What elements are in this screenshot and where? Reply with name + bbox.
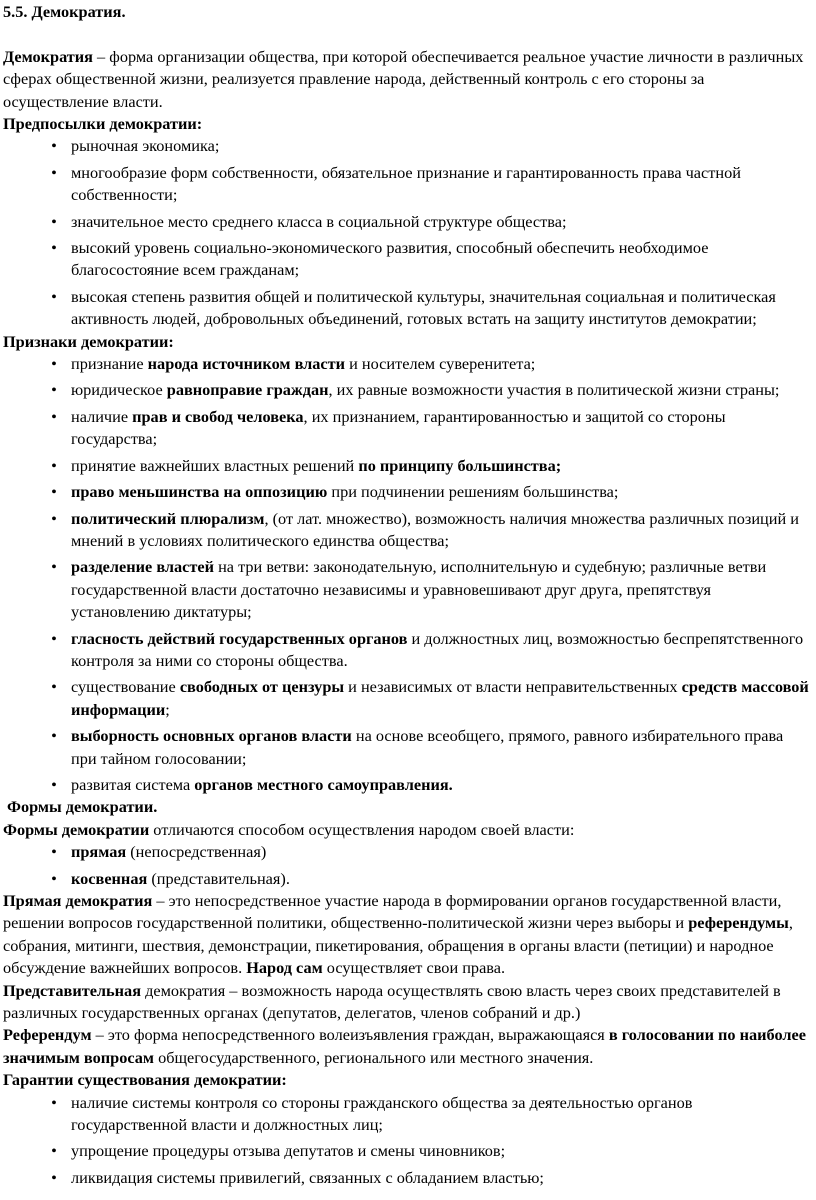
list-item: • выборность основных органов власти на основе всеобщего, прямого, равного избирательного права при тайном голосовании; (3, 725, 812, 770)
list-item: • значительное место среднего класса в социальной структуре общества; (3, 211, 812, 233)
representative-democracy-paragraph: Представительная демократия – возможность народа осуществлять свою власть через своих представителей в различных государственных органах (депутатов, делегатов, членов собраний и др.) (3, 980, 781, 1023)
list-item: • наличие системы контроля со стороны гражданского общества за деятельностью органов государственной власти и должностных лиц; (3, 1092, 812, 1137)
definition-term: Демократия (3, 46, 93, 66)
direct-democracy-paragraph: Прямая демократия – это непосредственное участие народа в формировании органов государственной власти, решении вопросов государственной политики, общественно-политической жизни через выборы и референдумы, собрания, митинги, шествия, демонстрации, пикетирования, обращения в органы власти (петиции) и народное обсуждение важнейших вопросов. Народ сам осуществляет свои права. (3, 891, 793, 978)
forms-intro: Формы демократии отличаются способом осуществления народом своей власти: (3, 819, 575, 839)
bullet-icon (48, 868, 60, 890)
forms-list (3, 841, 812, 890)
bullet-icon (48, 774, 60, 796)
signs-heading: Признаки демократии: (3, 331, 174, 351)
list-item: • принятие важнейших властных решений по принципу большинства; (3, 455, 812, 477)
bullet-icon (48, 379, 60, 401)
signs-list (3, 353, 812, 796)
bullet-icon (48, 725, 60, 747)
bullet-icon (48, 1092, 60, 1114)
list-item: • признание народа источником власти и носителем суверенитета; (3, 353, 812, 375)
list-item: • ликвидация системы привилегий, связанных с обладанием властью; (3, 1167, 812, 1189)
bullet-icon (48, 676, 60, 698)
blank-line (3, 23, 812, 45)
prerequisites-list (3, 135, 812, 330)
bullet-icon (48, 286, 60, 308)
bullet-icon (48, 162, 60, 184)
bullet-icon (48, 841, 60, 863)
bullet-icon (48, 455, 60, 477)
bullet-icon (48, 237, 60, 259)
bullet-icon (48, 406, 60, 428)
bullet-icon (48, 481, 60, 503)
bullet-icon (48, 211, 60, 233)
list-item: • рыночная экономика; (3, 135, 812, 157)
definition-text: – форма организации общества, при которой обеспечивается реальное участие личности в различных сферах общественной жизни, реализуется правление народа, действенный контроль с его стороны за осуществление власти. (3, 46, 804, 111)
list-item: • прямая (непосредственная) (3, 841, 812, 863)
list-item: • многообразие форм собственности, обязательное признание и гарантированность права частной собственности; (3, 162, 812, 207)
bullet-icon (48, 556, 60, 578)
bullet-icon (48, 508, 60, 530)
list-item: • существование свободных от цензуры и независимых от власти неправительственных средств массовой информации; (3, 676, 812, 721)
list-item: • политический плюрализм, (от лат. множество), возможность наличия множества различных позиций и мнений в условиях политического единства общества; (3, 508, 812, 553)
document-page (0, 1, 816, 1189)
list-item: • высокая степень развития общей и политической культуры, значительная социальная и политическая активность людей, добровольных объединений, готовых встать на защиту институтов демократии; (3, 286, 812, 331)
section-title: 5.5. Демократия. (3, 2, 126, 21)
bullet-icon (48, 353, 60, 375)
list-item: • разделение властей на три ветви: законодательную, исполнительную и судебную; различные ветви государственной власти достаточно независимы и уравновешивают друг друга, препятствуя установлению диктатуры; (3, 556, 812, 623)
forms-heading: Формы демократии. (7, 797, 158, 817)
prerequisites-heading: Предпосылки демократии: (3, 114, 203, 134)
guarantees-heading: Гарантии существования демократии: (3, 1070, 287, 1090)
list-item: • наличие прав и свобод человека, их признанием, гарантированностью и защитой со стороны государства; (3, 406, 812, 451)
bullet-icon (48, 1167, 60, 1189)
list-item: • развитая система органов местного самоуправления. (3, 774, 812, 796)
bullet-icon (48, 628, 60, 650)
list-item: • косвенная (представительная). (3, 868, 812, 890)
list-item: • гласность действий государственных органов и должностных лиц, возможностью беспрепятственного контроля за ними со стороны общества. (3, 628, 812, 673)
definition-paragraph (3, 46, 812, 113)
list-item: • высокий уровень социально-экономического развития, способный обеспечить необходимое благосостояние всем гражданам; (3, 237, 812, 282)
guarantees-list (3, 1092, 812, 1190)
referendum-paragraph: Референдум – это форма непосредственного волеизъявления граждан, выражающаяся в голосовании по наиболее значимым вопросам общегосударственного, регионального или местного значения. (3, 1025, 806, 1067)
list-item: • юридическое равноправие граждан, их равные возможности участия в политической жизни страны; (3, 379, 812, 401)
list-item: • упрощение процедуры отзыва депутатов и смены чиновников; (3, 1140, 812, 1162)
bullet-icon (48, 135, 60, 157)
bullet-icon (48, 1140, 60, 1162)
list-item: • право меньшинства на оппозицию при подчинении решениям большинства; (3, 481, 812, 503)
